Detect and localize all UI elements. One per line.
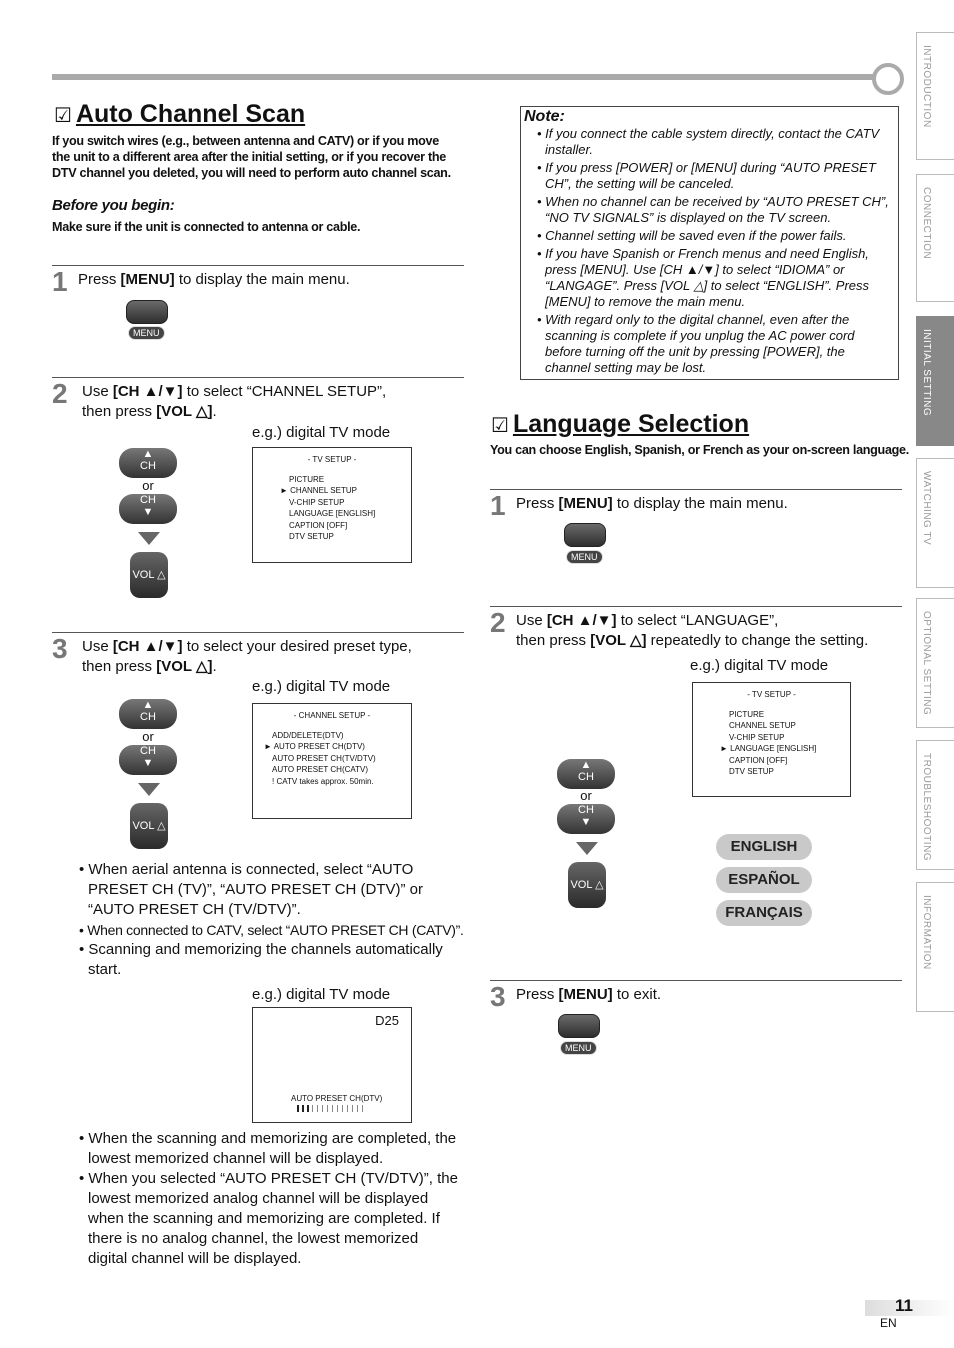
vol-up-button[interactable]: VOL △ <box>568 862 606 908</box>
or-label: or <box>142 729 154 744</box>
step-number: 3 <box>52 633 68 664</box>
menu-button-label: MENU <box>560 1041 597 1055</box>
example-caption: e.g.) digital TV mode <box>252 424 391 441</box>
auto-scan-title: ☑ Auto Channel Scan <box>54 100 306 128</box>
arrow-down-icon <box>576 842 598 855</box>
divider <box>490 980 902 981</box>
side-tab-connection[interactable]: CONNECTION <box>916 174 954 302</box>
side-tab-information[interactable]: INFORMATION <box>916 882 954 1012</box>
menu-button[interactable] <box>126 300 168 324</box>
ch-up-button[interactable]: ▲ CH <box>119 448 177 478</box>
step3-text: Use [CH ▲/▼] to select your desired preset type, then press [VOL △]. <box>82 638 412 675</box>
divider <box>52 632 464 633</box>
note-box <box>520 106 899 380</box>
up-arrow-icon: ▲ <box>142 699 154 711</box>
side-tab-troubleshooting[interactable]: TROUBLESHOOTING <box>916 740 954 870</box>
step1-text: Press [MENU] to display the main menu. <box>78 271 350 288</box>
bullet-list <box>78 860 468 980</box>
example-caption: e.g.) digital TV mode <box>690 657 829 674</box>
scan-label: AUTO PRESET CH(DTV) <box>291 1094 383 1103</box>
page-language: EN <box>880 1316 897 1330</box>
progress-fill <box>297 1105 311 1112</box>
or-label: or <box>580 788 592 803</box>
list-item: • Scanning and memorizing the channels automatically start. <box>79 941 443 978</box>
side-tab-introduction[interactable]: INTRODUCTION <box>916 32 954 160</box>
up-arrow-icon: ▲ <box>580 759 592 771</box>
side-tab-optional-setting[interactable]: OPTIONAL SETTING <box>916 598 954 728</box>
ch-down-button[interactable]: CH ▼ <box>557 804 615 834</box>
down-arrow-icon: ▼ <box>142 506 154 518</box>
note-item: • When no channel can be received by “AUTO PRESET CH”, “NO TV SIGNALS” is displayed on the TV screen. <box>537 194 889 225</box>
note-title: Note: <box>524 108 565 125</box>
side-tab-initial-setting[interactable]: INITIAL SETTING <box>916 316 954 446</box>
language-title: ☑ Language Selection <box>491 410 750 438</box>
ch-down-button[interactable]: CH ▼ <box>119 745 177 775</box>
checkbox-icon: ☑ <box>54 105 72 127</box>
note-item: • If you have Spanish or French menus and need English, press [MENU]. Use [CH ▲/▼] to select “IDIOMA” or “LANGAGE”. Press [VOL △] to select “ENGLISH”. Press [MENU] to remove the main menu. <box>537 246 870 309</box>
down-arrow-icon: ▼ <box>142 757 154 769</box>
divider <box>52 265 464 266</box>
language-intro: You can choose English, Spanish, or French as your on-screen language. <box>490 443 909 457</box>
menu-button-label: MENU <box>128 326 165 340</box>
example-caption: e.g.) digital TV mode <box>252 986 391 1003</box>
auto-scan-intro: If you switch wires (e.g., between antenna and CATV) or if you move the unit to a different area after the initial setting, or if you recover the DTV channel you deleted, you will need to perform auto channel scan. <box>52 134 451 180</box>
arrow-down-icon <box>138 783 160 796</box>
checkbox-icon: ☑ <box>491 415 509 437</box>
header-circle <box>872 63 904 95</box>
step-number: 1 <box>52 266 68 297</box>
note-item: • If you press [POWER] or [MENU] during “AUTO PRESET CH”, the setting will be canceled. <box>537 160 876 191</box>
list-item: • When the scanning and memorizing are completed, the lowest memorized channel will be displayed. <box>79 1130 457 1167</box>
step-number: 2 <box>52 378 68 409</box>
list-item: • When you selected “AUTO PRESET CH (TV/DTV)”, the lowest memorized analog channel will be displayed when the scanning and memorizing are completed. If there is no analog channel, the lowest memorized digital channel will be displayed. <box>79 1170 458 1267</box>
note-item: • With regard only to the digital channel, even after the scanning is complete if you unplug the AC power cord before turning off the unit by pressing [POWER], the channel setting may be lost. <box>537 312 855 375</box>
channel-number: D25 <box>375 1013 399 1028</box>
divider <box>52 377 464 378</box>
page-number: 11 <box>895 1296 913 1315</box>
language-option-english[interactable]: ENGLISH <box>716 834 812 860</box>
vol-up-button[interactable]: VOL △ <box>130 552 168 598</box>
scan-progress-screen <box>252 1007 412 1123</box>
before-text: Make sure if the unit is connected to antenna or cable. <box>52 220 361 234</box>
down-arrow-icon: ▼ <box>580 816 592 828</box>
menu-button-label: MENU <box>566 550 603 564</box>
step2-text: Use [CH ▲/▼] to select “CHANNEL SETUP”, then press [VOL △]. <box>82 383 387 420</box>
menu-button[interactable] <box>564 523 606 547</box>
note-item: • If you connect the cable system directly, contact the CATV installer. <box>537 126 880 157</box>
ch-up-button[interactable]: ▲ CH <box>119 699 177 729</box>
language-option-espanol[interactable]: ESPAÑOL <box>716 867 812 893</box>
note-item: • Channel setting will be saved even if the power fails. <box>537 228 847 243</box>
language-option-francais[interactable]: FRANÇAIS <box>716 900 812 926</box>
side-tab-watching-tv[interactable]: WATCHING TV <box>916 458 954 588</box>
header-rule <box>52 74 882 80</box>
lang-step2-text: Use [CH ▲/▼] to select “LANGUAGE”, then press [VOL △] repeatedly to change the setting. <box>516 612 869 649</box>
tv-setup-screen: - TV SETUP - PICTURE ► CHANNEL SETUP V-CHIP SETUP LANGUAGE [ENGLISH] CAPTION [OFF] DTV SETUP <box>252 447 412 563</box>
tv-setup-screen: - TV SETUP - PICTURE CHANNEL SETUP V-CHIP SETUP ► LANGUAGE [ENGLISH] CAPTION [OFF] DTV SETUP <box>692 682 851 797</box>
list-item: • When aerial antenna is connected, select “AUTO PRESET CH (TV)”, “AUTO PRESET CH (DTV)” or “AUTO PRESET CH (TV/DTV)”. <box>79 861 424 918</box>
up-arrow-icon: ▲ <box>142 448 154 460</box>
before-title: Before you begin: <box>52 197 175 214</box>
channel-setup-screen: - CHANNEL SETUP - ADD/DELETE(DTV) ► AUTO PRESET CH(DTV) AUTO PRESET CH(TV/DTV) AUTO PRESET CH(CATV) ! CATV takes approx. 50min. <box>252 703 412 819</box>
step-number: 3 <box>490 981 506 1012</box>
vol-up-button[interactable]: VOL △ <box>130 803 168 849</box>
lang-step1-text: Press [MENU] to display the main menu. <box>516 495 788 512</box>
ch-down-button[interactable]: CH ▼ <box>119 494 177 524</box>
bullet-list <box>78 1129 458 1269</box>
step-number: 2 <box>490 607 506 638</box>
divider <box>490 606 902 607</box>
arrow-down-icon <box>138 532 160 545</box>
step-number: 1 <box>490 490 506 521</box>
ch-up-button[interactable]: ▲ CH <box>557 759 615 789</box>
or-label: or <box>142 478 154 493</box>
list-item: • When connected to CATV, select “AUTO PRESET CH (CATV)”. <box>79 922 464 938</box>
menu-button[interactable] <box>558 1014 600 1038</box>
lang-step3-text: Press [MENU] to exit. <box>516 986 662 1003</box>
divider <box>490 489 902 490</box>
example-caption: e.g.) digital TV mode <box>252 678 391 695</box>
